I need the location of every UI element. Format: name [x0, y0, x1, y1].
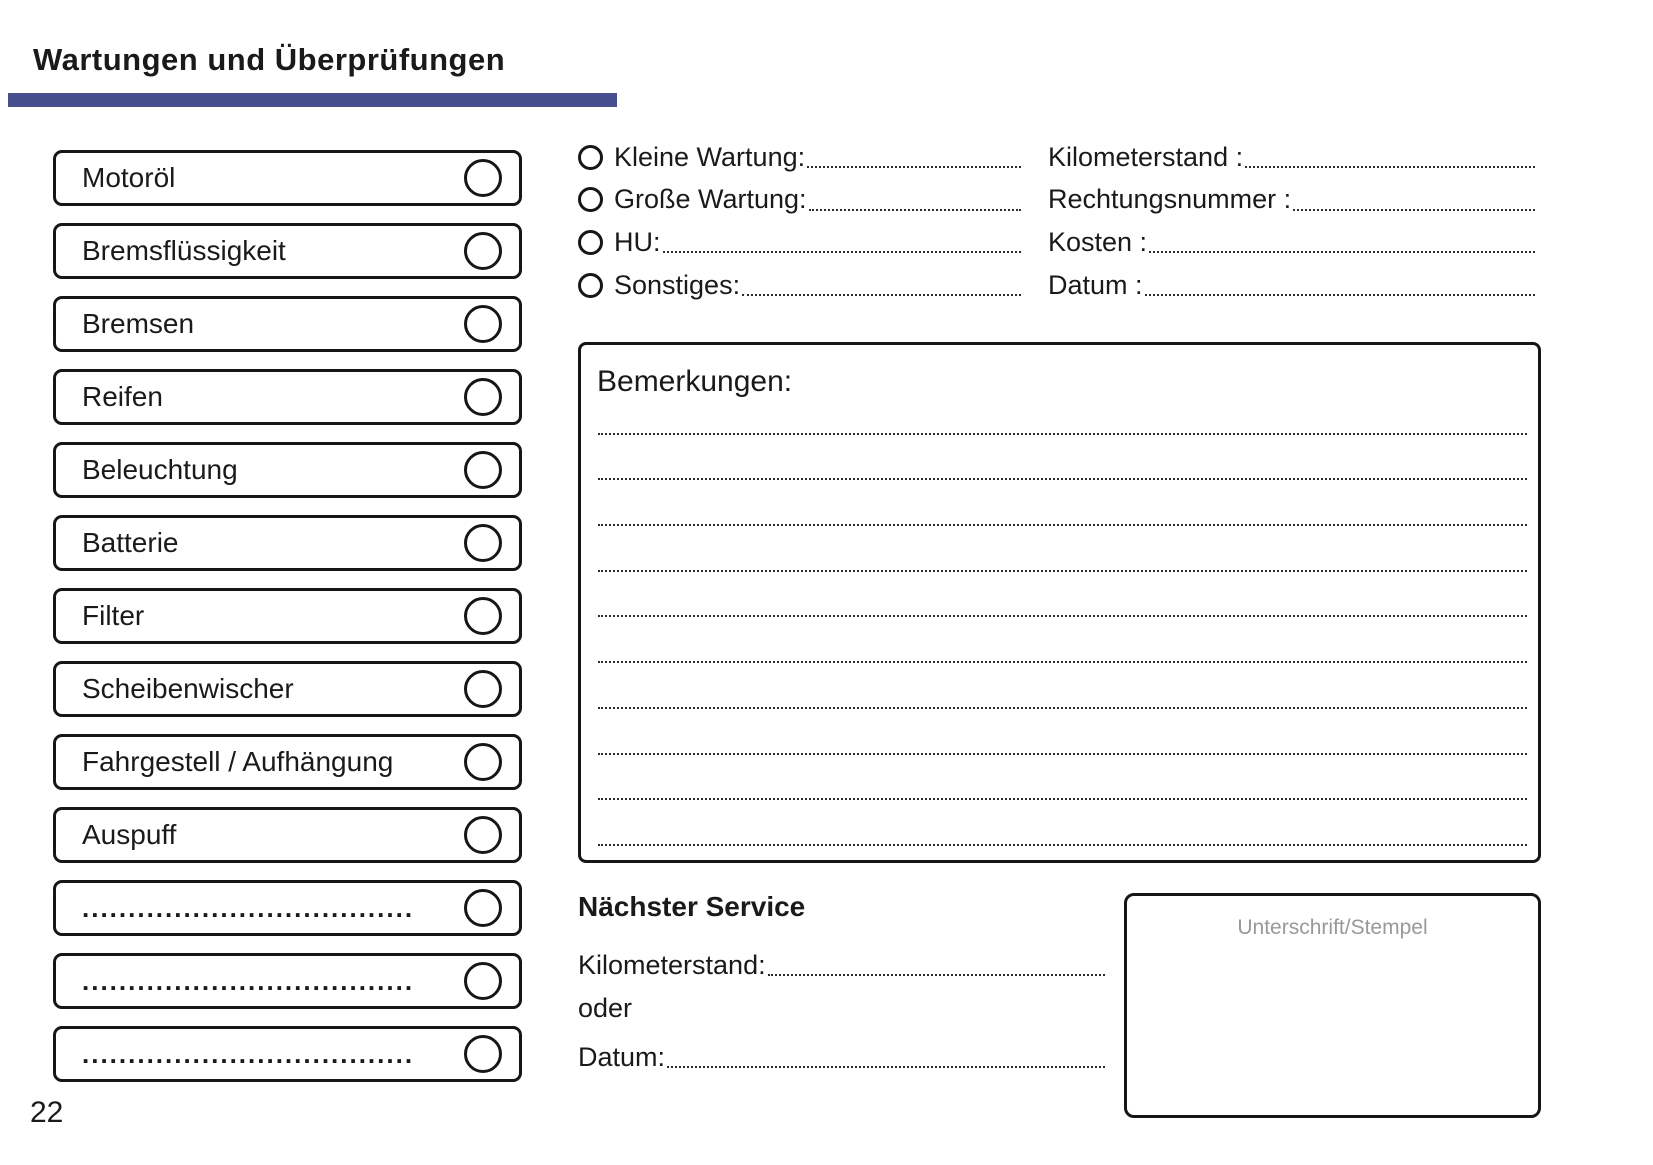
check-circle[interactable]: [464, 524, 502, 562]
next-service-kilometerstand-row: [578, 946, 1105, 984]
check-circle[interactable]: [464, 232, 502, 270]
remarks-title: Bemerkungen:: [597, 365, 793, 398]
check-circle[interactable]: [464, 305, 502, 343]
service-type-field[interactable]: [742, 294, 1021, 296]
checklist-item-label: Auspuff: [82, 819, 177, 850]
checklist-item-label: Filter: [82, 600, 145, 631]
checklist-item: [53, 807, 522, 863]
signature-stamp-label: Unterschrift/Stempel: [1237, 916, 1428, 939]
check-circle[interactable]: [464, 670, 502, 708]
remarks-writing-line[interactable]: [598, 480, 1527, 526]
signature-stamp-box[interactable]: [1124, 893, 1541, 1118]
service-type-label: Sonstiges:: [614, 269, 741, 300]
service-detail-field[interactable]: [1149, 251, 1535, 253]
service-type-group: [578, 136, 1021, 306]
checklist-item-label: Reifen: [82, 381, 163, 412]
service-detail-row: [1048, 264, 1535, 307]
service-type-field[interactable]: [807, 166, 1021, 168]
service-detail-group: [1048, 136, 1535, 306]
check-circle[interactable]: [464, 597, 502, 635]
service-detail-label: Rechtungsnummer :: [1048, 184, 1292, 215]
page-title: Wartungen und Überprüfungen: [33, 42, 506, 77]
checklist-item-label: Bremsflüssigkeit: [82, 235, 286, 266]
remarks-writing-line[interactable]: [598, 526, 1527, 572]
check-circle[interactable]: [464, 889, 502, 927]
remarks-writing-line[interactable]: [598, 800, 1527, 846]
checklist-item: [53, 734, 522, 790]
radio-circle[interactable]: [578, 273, 603, 298]
remarks-lines: [598, 389, 1527, 846]
service-detail-field[interactable]: [1293, 209, 1535, 211]
check-circle[interactable]: [464, 378, 502, 416]
next-service-section: [578, 890, 1105, 1076]
check-circle[interactable]: [464, 962, 502, 1000]
next-service-datum-field[interactable]: [667, 1066, 1105, 1068]
title-underline-bar: [8, 93, 617, 107]
next-service-title: Nächster Service: [578, 891, 806, 922]
service-type-field[interactable]: [663, 251, 1022, 253]
checklist-item: [53, 296, 522, 352]
checklist-item: [53, 369, 522, 425]
service-detail-label: Datum :: [1048, 269, 1143, 300]
service-type-label: Große Wartung:: [614, 184, 807, 215]
remarks-writing-line[interactable]: [598, 709, 1527, 755]
service-detail-row: [1048, 221, 1535, 264]
service-type-field[interactable]: [809, 209, 1021, 211]
next-service-kilometerstand-field[interactable]: [768, 974, 1105, 976]
remarks-writing-line[interactable]: [598, 617, 1527, 663]
service-detail-label: Kosten :: [1048, 226, 1148, 257]
next-service-datum-row: [578, 1038, 1105, 1076]
remarks-writing-line[interactable]: [598, 663, 1527, 709]
checklist-item: [53, 515, 522, 571]
radio-circle[interactable]: [578, 187, 603, 212]
checklist-item-label: Fahrgestell / Aufhängung: [82, 746, 394, 777]
checklist-item-label: Scheibenwischer: [82, 673, 294, 704]
check-circle[interactable]: [464, 816, 502, 854]
checklist-item-label: ....................................: [82, 965, 415, 996]
inspection-checklist: [53, 150, 522, 1082]
checklist-item: [53, 150, 522, 206]
checklist-item-label: ....................................: [82, 892, 415, 923]
remarks-writing-line[interactable]: [598, 435, 1527, 481]
service-type-row: [578, 136, 1021, 179]
service-type-label: Kleine Wartung:: [614, 141, 806, 172]
checklist-item-label: Motoröl: [82, 162, 176, 193]
remarks-writing-line[interactable]: [598, 572, 1527, 618]
checklist-item: [53, 661, 522, 717]
service-type-row: [578, 179, 1021, 222]
checklist-item-label: Beleuchtung: [82, 454, 238, 485]
remarks-writing-line[interactable]: [598, 755, 1527, 801]
remarks-writing-line[interactable]: [598, 389, 1527, 435]
check-circle[interactable]: [464, 1035, 502, 1073]
next-service-or-label: oder: [578, 993, 633, 1023]
service-type-row: [578, 264, 1021, 307]
check-circle[interactable]: [464, 743, 502, 781]
service-type-label: HU:: [614, 226, 661, 257]
radio-circle[interactable]: [578, 145, 603, 170]
next-service-datum-label: Datum:: [578, 1041, 666, 1072]
checklist-item-blank: [53, 953, 522, 1009]
checklist-item: [53, 588, 522, 644]
checklist-item-blank: [53, 880, 522, 936]
checklist-item: [53, 442, 522, 498]
service-detail-field[interactable]: [1245, 166, 1535, 168]
radio-circle[interactable]: [578, 230, 603, 255]
check-circle[interactable]: [464, 451, 502, 489]
checklist-item-blank: [53, 1026, 522, 1082]
check-circle[interactable]: [464, 159, 502, 197]
checklist-item-label: Batterie: [82, 527, 179, 558]
service-detail-row: [1048, 136, 1535, 179]
service-type-row: [578, 221, 1021, 264]
page-number: 22: [30, 1096, 64, 1129]
remarks-box: [578, 342, 1541, 863]
next-service-kilometerstand-label: Kilometerstand:: [578, 949, 766, 980]
service-detail-label: Kilometerstand :: [1048, 141, 1244, 172]
service-detail-row: [1048, 179, 1535, 222]
checklist-item-label: ....................................: [82, 1038, 415, 1069]
checklist-item-label: Bremsen: [82, 308, 195, 339]
service-detail-field[interactable]: [1145, 294, 1535, 296]
checklist-item: [53, 223, 522, 279]
